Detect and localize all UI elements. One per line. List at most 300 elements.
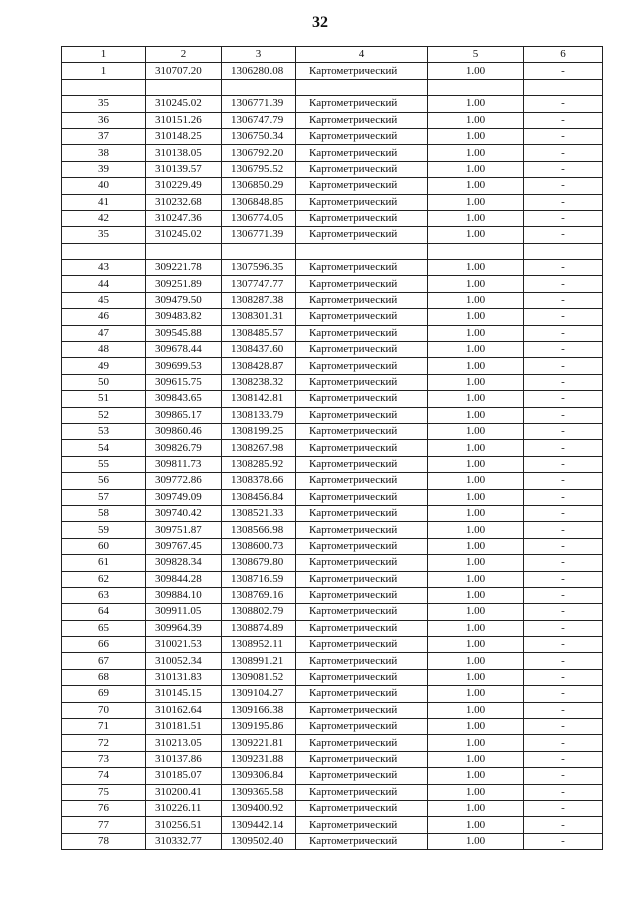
x-coordinate-cell: 310213.05 [146,735,222,751]
x-coordinate-cell: 310052.34 [146,653,222,669]
table-row [62,243,603,259]
method-cell: Картометрический [296,194,428,210]
y-coordinate-cell [222,79,296,95]
accuracy-cell: 1.00 [428,735,524,751]
x-coordinate-cell: 309865.17 [146,407,222,423]
point-number-cell: 54 [62,440,146,456]
method-cell: Картометрический [296,817,428,833]
table-row [62,145,603,161]
accuracy-cell: 1.00 [428,489,524,505]
table-row [62,637,603,653]
x-coordinate-cell: 310245.02 [146,96,222,112]
method-cell: Картометрический [296,112,428,128]
note-cell: - [524,391,603,407]
point-number-cell: 66 [62,637,146,653]
y-coordinate-cell: 1306771.39 [222,96,296,112]
header-cell: 5 [428,47,524,63]
method-cell: Картометрический [296,833,428,849]
y-coordinate-cell: 1308378.66 [222,473,296,489]
accuracy-cell: 1.00 [428,194,524,210]
point-number-cell: 74 [62,768,146,784]
table-row [62,620,603,636]
coordinates-table-body [62,47,603,850]
note-cell: - [524,423,603,439]
y-coordinate-cell: 1306771.39 [222,227,296,243]
method-cell: Картометрический [296,178,428,194]
note-cell: - [524,751,603,767]
table-row [62,227,603,243]
y-coordinate-cell: 1307747.77 [222,276,296,292]
accuracy-cell: 1.00 [428,63,524,79]
method-cell: Картометрический [296,423,428,439]
note-cell: - [524,702,603,718]
method-cell: Картометрический [296,96,428,112]
accuracy-cell: 1.00 [428,473,524,489]
x-coordinate-cell: 309749.09 [146,489,222,505]
table-row [62,489,603,505]
table-row [62,800,603,816]
y-coordinate-cell: 1309231.88 [222,751,296,767]
table-row [62,342,603,358]
note-cell: - [524,407,603,423]
point-number-cell: 39 [62,161,146,177]
accuracy-cell: 1.00 [428,112,524,128]
point-number-cell: 49 [62,358,146,374]
accuracy-cell: 1.00 [428,276,524,292]
note-cell: - [524,784,603,800]
note-cell: - [524,292,603,308]
y-coordinate-cell: 1309306.84 [222,768,296,784]
point-number-cell: 60 [62,538,146,554]
note-cell: - [524,522,603,538]
note-cell [524,243,603,259]
accuracy-cell: 1.00 [428,538,524,554]
method-cell: Картометрический [296,800,428,816]
y-coordinate-cell: 1309442.14 [222,817,296,833]
accuracy-cell: 1.00 [428,128,524,144]
y-coordinate-cell: 1309400.92 [222,800,296,816]
accuracy-cell: 1.00 [428,817,524,833]
table-row [62,440,603,456]
point-number-cell: 61 [62,555,146,571]
method-cell: Картометрический [296,473,428,489]
table-row [62,407,603,423]
method-cell: Картометрический [296,620,428,636]
y-coordinate-cell: 1309365.58 [222,784,296,800]
note-cell: - [524,260,603,276]
table-row [62,128,603,144]
x-coordinate-cell [146,243,222,259]
x-coordinate-cell [146,79,222,95]
note-cell: - [524,817,603,833]
point-number-cell: 52 [62,407,146,423]
accuracy-cell: 1.00 [428,456,524,472]
table-row [62,522,603,538]
note-cell: - [524,194,603,210]
y-coordinate-cell: 1306795.52 [222,161,296,177]
method-cell: Картометрический [296,702,428,718]
point-number-cell: 40 [62,178,146,194]
x-coordinate-cell: 309860.46 [146,423,222,439]
x-coordinate-cell: 310162.64 [146,702,222,718]
point-number-cell: 65 [62,620,146,636]
table-row [62,194,603,210]
accuracy-cell: 1.00 [428,342,524,358]
x-coordinate-cell: 309699.53 [146,358,222,374]
method-cell: Картометрический [296,735,428,751]
x-coordinate-cell: 309828.34 [146,555,222,571]
y-coordinate-cell: 1308716.59 [222,571,296,587]
table-row [62,768,603,784]
table-row [62,260,603,276]
table-row [62,79,603,95]
point-number-cell: 70 [62,702,146,718]
accuracy-cell: 1.00 [428,669,524,685]
point-number-cell: 42 [62,210,146,226]
point-number-cell: 35 [62,96,146,112]
x-coordinate-cell: 310707.20 [146,63,222,79]
method-cell: Картометрический [296,604,428,620]
table-row [62,587,603,603]
x-coordinate-cell: 309767.45 [146,538,222,554]
table-row [62,571,603,587]
point-number-cell: 62 [62,571,146,587]
note-cell [524,79,603,95]
x-coordinate-cell: 309483.82 [146,309,222,325]
point-number-cell: 55 [62,456,146,472]
y-coordinate-cell: 1308521.33 [222,505,296,521]
table-row [62,63,603,79]
note-cell: - [524,325,603,341]
accuracy-cell: 1.00 [428,505,524,521]
note-cell: - [524,210,603,226]
y-coordinate-cell: 1306850.29 [222,178,296,194]
header-cell: 2 [146,47,222,63]
table-row [62,702,603,718]
point-number-cell: 44 [62,276,146,292]
accuracy-cell: 1.00 [428,555,524,571]
y-coordinate-cell: 1308142.81 [222,391,296,407]
point-number-cell: 51 [62,391,146,407]
accuracy-cell: 1.00 [428,292,524,308]
note-cell: - [524,833,603,849]
method-cell: Картометрический [296,161,428,177]
y-coordinate-cell: 1308802.79 [222,604,296,620]
note-cell: - [524,63,603,79]
accuracy-cell: 1.00 [428,374,524,390]
note-cell: - [524,276,603,292]
point-number-cell: 75 [62,784,146,800]
point-number-cell: 59 [62,522,146,538]
note-cell: - [524,128,603,144]
point-number-cell: 37 [62,128,146,144]
note-cell: - [524,473,603,489]
x-coordinate-cell: 309843.65 [146,391,222,407]
table-header-row [62,47,603,63]
accuracy-cell [428,79,524,95]
y-coordinate-cell: 1308769.16 [222,587,296,603]
method-cell: Картометрический [296,489,428,505]
note-cell: - [524,161,603,177]
point-number-cell: 46 [62,309,146,325]
accuracy-cell: 1.00 [428,423,524,439]
method-cell [296,243,428,259]
accuracy-cell: 1.00 [428,768,524,784]
method-cell: Картометрический [296,391,428,407]
x-coordinate-cell: 309545.88 [146,325,222,341]
y-coordinate-cell: 1309195.86 [222,719,296,735]
note-cell: - [524,555,603,571]
table-row [62,735,603,751]
accuracy-cell: 1.00 [428,571,524,587]
method-cell: Картометрический [296,407,428,423]
x-coordinate-cell: 310181.51 [146,719,222,735]
table-row [62,276,603,292]
y-coordinate-cell: 1308485.57 [222,325,296,341]
method-cell: Картометрический [296,686,428,702]
y-coordinate-cell: 1308301.31 [222,309,296,325]
point-number-cell: 73 [62,751,146,767]
table-row [62,719,603,735]
y-coordinate-cell: 1309502.40 [222,833,296,849]
point-number-cell: 1 [62,63,146,79]
table-row [62,833,603,849]
method-cell: Картометрический [296,210,428,226]
point-number-cell: 58 [62,505,146,521]
header-cell: 6 [524,47,603,63]
x-coordinate-cell: 310138.05 [146,145,222,161]
accuracy-cell: 1.00 [428,96,524,112]
note-cell: - [524,735,603,751]
x-coordinate-cell: 309251.89 [146,276,222,292]
table-row [62,374,603,390]
table-row [62,325,603,341]
note-cell: - [524,800,603,816]
table-row [62,112,603,128]
y-coordinate-cell [222,243,296,259]
point-number-cell: 72 [62,735,146,751]
y-coordinate-cell: 1308133.79 [222,407,296,423]
accuracy-cell: 1.00 [428,407,524,423]
method-cell: Картометрический [296,227,428,243]
method-cell: Картометрический [296,751,428,767]
table-row [62,161,603,177]
accuracy-cell: 1.00 [428,391,524,407]
y-coordinate-cell: 1306792.20 [222,145,296,161]
x-coordinate-cell: 309844.28 [146,571,222,587]
x-coordinate-cell: 310200.41 [146,784,222,800]
table-row [62,669,603,685]
note-cell: - [524,440,603,456]
note-cell: - [524,571,603,587]
accuracy-cell: 1.00 [428,227,524,243]
note-cell: - [524,604,603,620]
x-coordinate-cell: 310226.11 [146,800,222,816]
table-row [62,817,603,833]
note-cell: - [524,505,603,521]
y-coordinate-cell: 1306280.08 [222,63,296,79]
y-coordinate-cell: 1307596.35 [222,260,296,276]
note-cell: - [524,489,603,505]
x-coordinate-cell: 310131.83 [146,669,222,685]
table-row [62,473,603,489]
note-cell: - [524,587,603,603]
method-cell: Картометрический [296,128,428,144]
table-row [62,555,603,571]
accuracy-cell: 1.00 [428,620,524,636]
accuracy-cell: 1.00 [428,784,524,800]
x-coordinate-cell: 310232.68 [146,194,222,210]
y-coordinate-cell: 1309166.38 [222,702,296,718]
y-coordinate-cell: 1306848.85 [222,194,296,210]
note-cell: - [524,653,603,669]
x-coordinate-cell: 310332.77 [146,833,222,849]
x-coordinate-cell: 310185.07 [146,768,222,784]
table-row [62,358,603,374]
point-number-cell: 63 [62,587,146,603]
point-number-cell: 47 [62,325,146,341]
note-cell: - [524,227,603,243]
y-coordinate-cell: 1308267.98 [222,440,296,456]
note-cell: - [524,686,603,702]
method-cell: Картометрический [296,145,428,161]
y-coordinate-cell: 1308874.89 [222,620,296,636]
y-coordinate-cell: 1308566.98 [222,522,296,538]
point-number-cell: 53 [62,423,146,439]
table-row [62,391,603,407]
accuracy-cell [428,243,524,259]
accuracy-cell: 1.00 [428,325,524,341]
y-coordinate-cell: 1308991.21 [222,653,296,669]
table-row [62,292,603,308]
note-cell: - [524,669,603,685]
point-number-cell: 69 [62,686,146,702]
y-coordinate-cell: 1306747.79 [222,112,296,128]
point-number-cell [62,79,146,95]
table-row [62,505,603,521]
method-cell: Картометрический [296,784,428,800]
method-cell: Картометрический [296,456,428,472]
x-coordinate-cell: 309615.75 [146,374,222,390]
x-coordinate-cell: 309884.10 [146,587,222,603]
y-coordinate-cell: 1308952.11 [222,637,296,653]
x-coordinate-cell: 309221.78 [146,260,222,276]
accuracy-cell: 1.00 [428,522,524,538]
method-cell: Картометрический [296,276,428,292]
y-coordinate-cell: 1308600.73 [222,538,296,554]
x-coordinate-cell: 309964.39 [146,620,222,636]
method-cell: Картометрический [296,587,428,603]
method-cell: Картометрический [296,505,428,521]
table-row [62,784,603,800]
accuracy-cell: 1.00 [428,145,524,161]
method-cell: Картометрический [296,325,428,341]
y-coordinate-cell: 1309081.52 [222,669,296,685]
accuracy-cell: 1.00 [428,260,524,276]
point-number-cell: 45 [62,292,146,308]
x-coordinate-cell: 310151.26 [146,112,222,128]
method-cell: Картометрический [296,571,428,587]
note-cell: - [524,112,603,128]
accuracy-cell: 1.00 [428,178,524,194]
method-cell: Картометрический [296,719,428,735]
accuracy-cell: 1.00 [428,637,524,653]
note-cell: - [524,309,603,325]
accuracy-cell: 1.00 [428,309,524,325]
note-cell: - [524,178,603,194]
x-coordinate-cell: 309826.79 [146,440,222,456]
x-coordinate-cell: 309811.73 [146,456,222,472]
y-coordinate-cell: 1308285.92 [222,456,296,472]
x-coordinate-cell: 310256.51 [146,817,222,833]
header-cell: 4 [296,47,428,63]
table-row [62,456,603,472]
x-coordinate-cell: 309740.42 [146,505,222,521]
x-coordinate-cell: 310139.57 [146,161,222,177]
table-row [62,604,603,620]
x-coordinate-cell: 309479.50 [146,292,222,308]
method-cell: Картометрический [296,440,428,456]
point-number-cell: 56 [62,473,146,489]
note-cell: - [524,145,603,161]
accuracy-cell: 1.00 [428,751,524,767]
point-number-cell [62,243,146,259]
x-coordinate-cell: 309911.05 [146,604,222,620]
point-number-cell: 71 [62,719,146,735]
method-cell: Картометрический [296,653,428,669]
accuracy-cell: 1.00 [428,719,524,735]
y-coordinate-cell: 1309221.81 [222,735,296,751]
note-cell: - [524,374,603,390]
y-coordinate-cell: 1306750.34 [222,128,296,144]
table-row [62,751,603,767]
accuracy-cell: 1.00 [428,833,524,849]
point-number-cell: 50 [62,374,146,390]
method-cell: Картометрический [296,768,428,784]
note-cell: - [524,768,603,784]
note-cell: - [524,637,603,653]
accuracy-cell: 1.00 [428,800,524,816]
point-number-cell: 41 [62,194,146,210]
y-coordinate-cell: 1309104.27 [222,686,296,702]
method-cell: Картометрический [296,63,428,79]
point-number-cell: 76 [62,800,146,816]
x-coordinate-cell: 309678.44 [146,342,222,358]
method-cell: Картометрический [296,374,428,390]
accuracy-cell: 1.00 [428,440,524,456]
point-number-cell: 64 [62,604,146,620]
accuracy-cell: 1.00 [428,653,524,669]
x-coordinate-cell: 310247.36 [146,210,222,226]
point-number-cell: 43 [62,260,146,276]
header-cell: 1 [62,47,146,63]
accuracy-cell: 1.00 [428,210,524,226]
method-cell: Картометрический [296,358,428,374]
page-number: 32 [312,14,328,31]
method-cell: Картометрический [296,260,428,276]
x-coordinate-cell: 310148.25 [146,128,222,144]
note-cell: - [524,342,603,358]
point-number-cell: 78 [62,833,146,849]
point-number-cell: 35 [62,227,146,243]
y-coordinate-cell: 1308456.84 [222,489,296,505]
note-cell: - [524,96,603,112]
method-cell [296,79,428,95]
accuracy-cell: 1.00 [428,161,524,177]
y-coordinate-cell: 1308287.38 [222,292,296,308]
y-coordinate-cell: 1308428.87 [222,358,296,374]
y-coordinate-cell: 1308437.60 [222,342,296,358]
